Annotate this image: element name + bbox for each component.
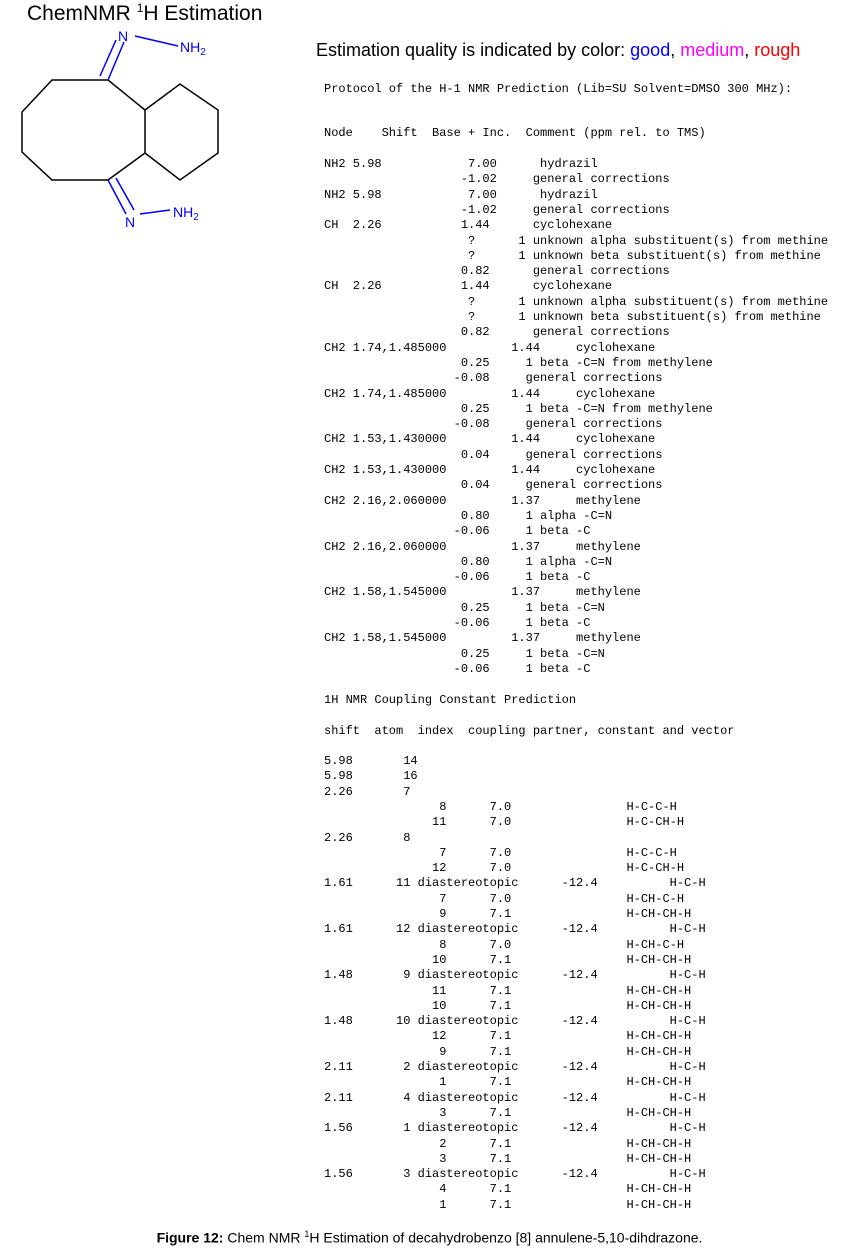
node-header: Node Shift Base + Inc. Comment (ppm rel. to TMS) [324, 126, 706, 140]
legend-text: Estimation quality is indicated by color: [316, 40, 631, 60]
legend-rough: rough [754, 40, 801, 60]
legend-medium: medium [680, 40, 745, 60]
prediction-line: 0.25 1 beta -C=N from methylene [324, 355, 713, 370]
coupling-line: 10 7.1 H-CH-CH-H [324, 998, 692, 1013]
top-nn-bond [135, 36, 178, 46]
coupling-line: 2.26 7 [324, 784, 411, 799]
coupling-line: 2.11 4 diastereotopic -12.4 H-C-H [324, 1090, 706, 1105]
coupling-line: 7 7.0 H-CH-C-H [324, 891, 685, 906]
bottom-nh2-label: $NH_2$ [173, 204, 199, 223]
prediction-line: 0.82 general corrections [324, 264, 670, 279]
bottom-n-label: N [125, 214, 136, 230]
protocol-header: Protocol of the H-1 NMR Prediction (Lib=SU Solvent=DMSO 300 MHz): [324, 82, 793, 96]
prediction-line: -1.02 general corrections [324, 172, 670, 187]
coupling-line: 2 7.1 H-CH-CH-H [324, 1136, 692, 1151]
bottom-cn-bond-1 [108, 180, 126, 214]
legend-good: good [630, 40, 671, 60]
title-suffix: H Estimation [143, 2, 263, 25]
prediction-line: -0.06 1 beta -C [324, 661, 591, 676]
prediction-line: -0.06 1 beta -C [324, 524, 591, 539]
coupling-header: shift atom index coupling partner, constant and vector [324, 724, 735, 738]
bottom-cn-bond-2 [116, 178, 134, 210]
prediction-line: -0.08 general corrections [324, 371, 663, 386]
molecule-structure [0, 30, 300, 245]
coupling-line: 9 7.1 H-CH-CH-H [324, 1044, 692, 1059]
prediction-line: 0.25 1 beta -C=N [324, 646, 605, 661]
prediction-line: ? 1 unknown alpha substituent(s) from methine [324, 233, 829, 248]
coupling-line: 11 7.0 H-C-CH-H [324, 815, 685, 830]
prediction-line: NH2 5.98 7.00 hydrazil [324, 187, 598, 202]
coupling-line: 12 7.0 H-C-CH-H [324, 861, 685, 876]
prediction-line: CH2 2.16,2.060000 1.37 methylene [324, 493, 641, 508]
prediction-line: -0.08 general corrections [324, 417, 663, 432]
cyclohexane-ring [145, 84, 218, 180]
top-nh2-label: $NH_2$ [180, 39, 206, 58]
title-prefix: ChemNMR [27, 2, 137, 25]
legend-separator: , [670, 40, 681, 60]
prediction-line: ? 1 unknown beta substituent(s) from methine [324, 248, 821, 263]
prediction-line: CH2 1.74,1.485000 1.44 cyclohexane [324, 340, 656, 355]
coupling-title: 1H NMR Coupling Constant Prediction [324, 693, 577, 707]
prediction-line: CH 2.26 1.44 cyclohexane [324, 218, 613, 233]
prediction-line: 0.04 general corrections [324, 478, 663, 493]
prediction-line: CH 2.26 1.44 cyclohexane [324, 279, 613, 294]
caption-superscript: 1 [304, 1229, 310, 1239]
bottom-nn-bond [140, 210, 170, 214]
coupling-line: 1 7.1 H-CH-CH-H [324, 1197, 692, 1212]
prediction-line: -0.06 1 beta -C [324, 570, 591, 585]
coupling-line: 7 7.0 H-C-C-H [324, 845, 677, 860]
page-title [27, 1, 262, 26]
legend-separator: , [744, 40, 755, 60]
coupling-line: 1.56 3 diastereotopic -12.4 H-C-H [324, 1167, 706, 1182]
caption-text: Chem NMR [223, 1229, 305, 1246]
coupling-line: 12 7.1 H-CH-CH-H [324, 1029, 692, 1044]
prediction-line: -0.06 1 beta -C [324, 616, 591, 630]
prediction-line: 0.25 1 beta -C=N from methylene [324, 401, 713, 416]
coupling-line: 1.48 9 diastereotopic -12.4 H-C-H [324, 968, 706, 983]
coupling-line: 8 7.0 H-CH-C-H [324, 937, 685, 952]
caption-label: Figure 12: [156, 1229, 224, 1246]
prediction-line: CH2 1.53,1.430000 1.44 cyclohexane [324, 432, 656, 447]
coupling-line: 11 7.1 H-CH-CH-H [324, 983, 692, 998]
prediction-line: -1.02 general corrections [324, 202, 670, 217]
coupling-line: 1.61 11 diastereotopic -12.4 H-C-H [324, 876, 706, 891]
top-n-label: N [118, 30, 129, 44]
caption-text-end: H Estimation of decahydrobenzo [8] annulene-5,10-dihdrazone. [309, 1229, 703, 1246]
prediction-line: 0.80 1 alpha -C=N [324, 508, 613, 523]
prediction-line: ? 1 unknown alpha substituent(s) from methine [324, 294, 829, 309]
coupling-line: 8 7.0 H-C-C-H [324, 799, 677, 814]
top-cn-bond-1 [108, 42, 124, 80]
coupling-line: 1.61 12 diastereotopic -12.4 H-C-H [324, 922, 706, 937]
coupling-line: 5.98 16 [324, 769, 418, 784]
coupling-line: 4 7.1 H-CH-CH-H [324, 1182, 692, 1197]
coupling-line: 2.26 8 [324, 830, 411, 845]
prediction-line: 0.04 general corrections [324, 447, 663, 462]
prediction-line: CH2 1.74,1.485000 1.44 cyclohexane [324, 386, 656, 401]
coupling-line: 9 7.1 H-CH-CH-H [324, 907, 692, 921]
coupling-line: 3 7.1 H-CH-CH-H [324, 1151, 692, 1166]
prediction-line: NH2 5.98 7.00 hydrazil [324, 157, 598, 171]
prediction-line: 0.25 1 beta -C=N [324, 600, 605, 615]
prediction-line: CH2 1.58,1.545000 1.37 methylene [324, 631, 641, 646]
prediction-line: 0.80 1 alpha -C=N [324, 554, 613, 569]
coupling-line: 3 7.1 H-CH-CH-H [324, 1105, 692, 1120]
coupling-line: 5.98 14 [324, 754, 418, 768]
quality-legend [316, 40, 800, 61]
figure-caption [0, 1229, 859, 1246]
coupling-line: 1.48 10 diastereotopic -12.4 H-C-H [324, 1014, 706, 1029]
prediction-line: 0.82 general corrections [324, 325, 670, 340]
cyclooctane-ring [22, 80, 145, 180]
coupling-line: 10 7.1 H-CH-CH-H [324, 952, 692, 967]
coupling-line: 1 7.1 H-CH-CH-H [324, 1075, 692, 1090]
prediction-line: CH2 2.16,2.060000 1.37 methylene [324, 539, 641, 554]
prediction-line: CH2 1.53,1.430000 1.44 cyclohexane [324, 463, 656, 477]
coupling-line: 1.56 1 diastereotopic -12.4 H-C-H [324, 1121, 706, 1136]
top-cn-bond-2 [100, 40, 116, 76]
prediction-line: ? 1 unknown beta substituent(s) from methine [324, 310, 821, 324]
coupling-line: 2.11 2 diastereotopic -12.4 H-C-H [324, 1060, 706, 1074]
title-superscript: 1 [136, 1, 144, 15]
prediction-line: CH2 1.58,1.545000 1.37 methylene [324, 585, 641, 600]
